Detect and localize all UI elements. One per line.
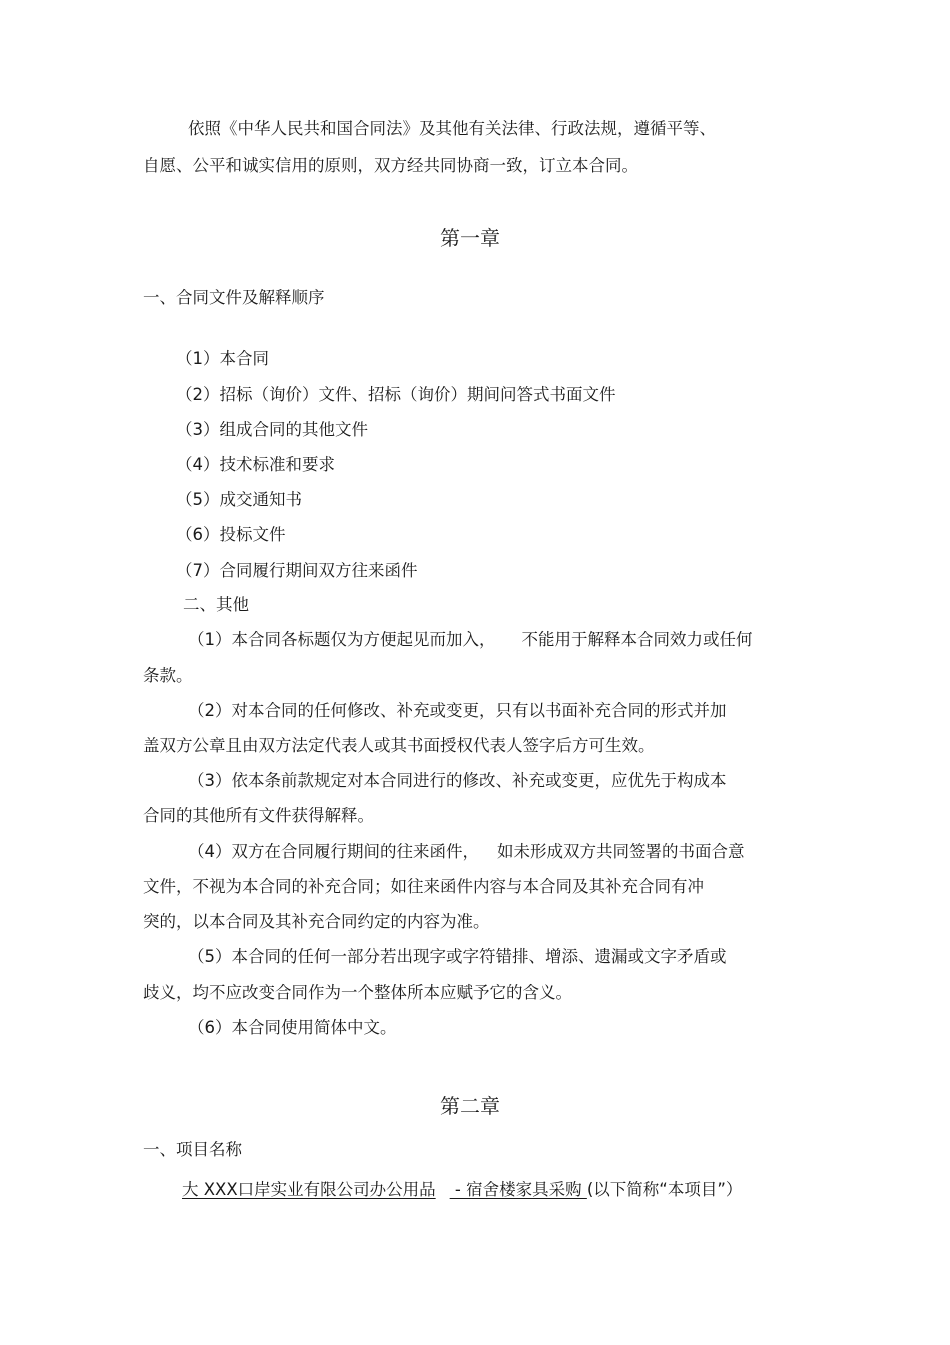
other-clause-3-line-1: （3）依本条前款规定对本合同进行的修改、补充或变更，应优先于构成本 [188, 771, 727, 790]
other-clause-6: （6）本合同使用简体中文。 [188, 1018, 397, 1037]
section-project-name-title: 一、项目名称 [143, 1140, 242, 1159]
other-clause-4-line-2: 文件，不视为本合同的补充合同；如往来函件内容与本合同及其补充合同有冲 [143, 877, 704, 896]
list-item: （1）本合同 [176, 349, 269, 368]
chapter-1-heading: 第一章 [440, 226, 500, 250]
project-name: 大 XXX口岸实业有限公司办公用品 - 宿舍楼家具采购 [182, 1180, 587, 1199]
other-clause-4-line-3: 突的，以本合同及其补充合同约定的内容为准。 [143, 912, 490, 931]
other-clause-5-line-1: （5）本合同的任何一部分若出现字或字符错排、增添、遗漏或文字矛盾或 [188, 947, 727, 966]
list-item: （7）合同履行期间双方往来函件 [176, 561, 418, 580]
other-clause-2-line-2: 盖双方公章且由双方法定代表人或其书面授权代表人签字后方可生效。 [143, 736, 655, 755]
section-contract-docs-title: 一、合同文件及解释顺序 [143, 288, 325, 307]
section-other-title: 二、其他 [183, 595, 249, 614]
other-clause-3-line-2: 合同的其他所有文件获得解释。 [143, 806, 374, 825]
other-clause-1-line-1: （1）本合同各标题仅为方便起见而加入， 不能用于解释本合同效力或任何 [188, 630, 753, 649]
intro-line-2: 自愿、公平和诚实信用的原则，双方经共同协商一致，订立本合同。 [143, 156, 638, 175]
other-clause-5-line-2: 歧义，均不应改变合同作为一个整体所本应赋予它的含义。 [143, 983, 572, 1002]
intro-line-1: 依照《中华人民共和国合同法》及其他有关法律、行政法规，遵循平等、 [188, 119, 716, 138]
project-name-line: 大 XXX口岸实业有限公司办公用品 - 宿舍楼家具采购 (以下简称“本项目”） [182, 1180, 743, 1199]
list-item: （3）组成合同的其他文件 [176, 420, 368, 439]
list-item: （6）投标文件 [176, 525, 286, 544]
list-item: （2）招标（询价）文件、招标（询价）期间问答式书面文件 [176, 385, 616, 404]
chapter-2-heading: 第二章 [440, 1094, 500, 1118]
other-clause-1-line-2: 条款。 [143, 666, 193, 685]
other-clause-2-line-1: （2）对本合同的任何修改、补充或变更，只有以书面补充合同的形式并加 [188, 701, 727, 720]
list-item: （5）成交通知书 [176, 490, 302, 509]
list-item: （4）技术标准和要求 [176, 455, 335, 474]
other-clause-4-line-1: （4）双方在合同履行期间的往来函件， 如未形成双方共同签署的书面合意 [188, 842, 745, 861]
